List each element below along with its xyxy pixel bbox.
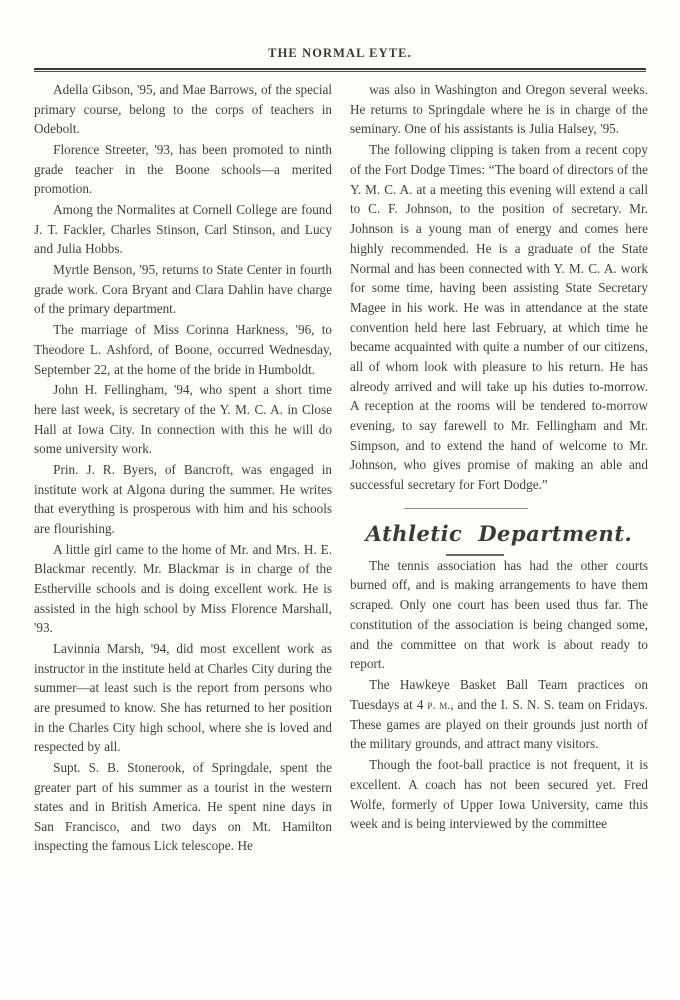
paragraph bbox=[350, 556, 648, 674]
paragraph-text: Though the foot-ball practice is not frequent, it is excellent. A coach has not been secured yet. Fred Wolfe, formerly of Upper Iowa University, came this week and is being interviewed by the committee bbox=[350, 757, 648, 832]
paragraph-text: , and the I. S. N. S. team on Fridays. These games are played on their grounds just north of the military grounds, and attract many visitors. bbox=[350, 696, 648, 752]
section-divider-rule-top bbox=[404, 508, 528, 509]
paragraph-text: The Hawkeye Basket Ball Team practices on Tuesdays at 4 bbox=[350, 677, 648, 712]
two-column-body bbox=[34, 80, 648, 990]
running-head: THE NORMAL EYTE. bbox=[268, 46, 412, 60]
header-rule-thin bbox=[34, 71, 646, 72]
time-small-caps: p. m. bbox=[427, 697, 451, 712]
header-double-rule bbox=[34, 68, 646, 72]
paragraph: Adella Gibson, '95, and Mae Barrows, of the special primary course, belong to the corps of teachers in Odebolt. bbox=[34, 82, 332, 137]
paragraph: Myrtle Benson, '95, returns to State Center in fourth grade work. Cora Bryant and Clara Dahlin have charge of the primary department. bbox=[34, 262, 332, 317]
paragraph bbox=[350, 755, 648, 834]
paragraph-text: The tennis association has had the other courts burned off, and is making arrangements to have them scraped. Only one court has been used thus far. The constitution of the association is being changed some, and the committee on that work is about ready to report. bbox=[350, 557, 648, 672]
paragraph: Prin. J. R. Byers, of Bancroft, was engaged in institute work at Algona during the summer. He writes that everything is prosperous with him and his schools are flourishing. bbox=[34, 462, 332, 536]
paragraph: was also in Washington and Oregon several weeks. He returns to Springdale where he is in charge of the seminary. One of his assistants is Julia Halsey, '95. bbox=[350, 82, 648, 137]
paragraph: Supt. S. B. Stonerook, of Springdale, spent the greater part of his summer as a tourist in the western states and in British America. He spent nine days in San Francisco, and two days on Mt. Hamilton inspecting the famous Lick telescope. He bbox=[34, 760, 332, 854]
paragraph: Lavinnia Marsh, '94, did most excellent work as instructor in the institute held at Charles City during the summer—at least such is the report from persons who are presumed to know. She has returned to her position in the Charles City high school, where she is loved and respected by all. bbox=[34, 641, 332, 755]
paragraph: The marriage of Miss Corinna Harkness, '96, to Theodore L. Ashford, of Boone, occurred Wednesday, September 22, at the home of the bride in Humboldt. bbox=[34, 322, 332, 377]
paragraph bbox=[350, 675, 648, 754]
section-heading-word-2: Department. bbox=[478, 520, 633, 546]
header-rule-thick bbox=[34, 68, 646, 70]
section-heading-athletic-department bbox=[350, 521, 648, 546]
section-heading-word-1: Athletic bbox=[365, 520, 463, 546]
right-column bbox=[350, 80, 648, 990]
left-column bbox=[34, 80, 332, 990]
paragraph: Among the Normalites at Cornell College are found J. T. Fackler, Charles Stinson, Carl Stinson, and Lucy and Julia Hobbs. bbox=[34, 202, 332, 257]
paragraph: A little girl came to the home of Mr. and Mrs. H. E. Blackmar recently. Mr. Blackmar is in charge of the Estherville schools and is doing excellent work. He is assisted in the high school by Miss Florence Marshall, '93. bbox=[34, 541, 332, 636]
paragraph: Florence Streeter, '93, has been promoted to ninth grade teacher in the Boone schools—a merited promotion. bbox=[34, 142, 332, 197]
paragraph: The following clipping is taken from a recent copy of the Fort Dodge Times: “The board of directors of the Y. M. C. A. at a meeting this evening will extend a call to C. F. Johnson, to the position of secretary. Mr. Johnson is a young man of energy and comes here highly recommended. He is a graduate of the State Normal and has been connected with Y. M. C. A. work for some time, having been assisting State Secretary Magee in his work. He was in attendance at the state convention held here last February, at which time he became acquainted with quite a number of our citizens, all of whom look with pleasure to his return. He has alreody arrived and will take up his duties to-morrow. A reception at the rooms will be tendered to-morrow evening, to say farewell to Mr. Fellingham and Mr. Simpson, and to extend the hand of welcome to Mr. Johnson, who gives promise of making an able and successful secretary for Fort Dodge.” bbox=[350, 142, 648, 493]
paragraph: John H. Fellingham, '94, who spent a short time here last week, is secretary of the Y. M. C. A. in Close Hall at Iowa City. In connection with this he will do some university work. bbox=[34, 382, 332, 457]
